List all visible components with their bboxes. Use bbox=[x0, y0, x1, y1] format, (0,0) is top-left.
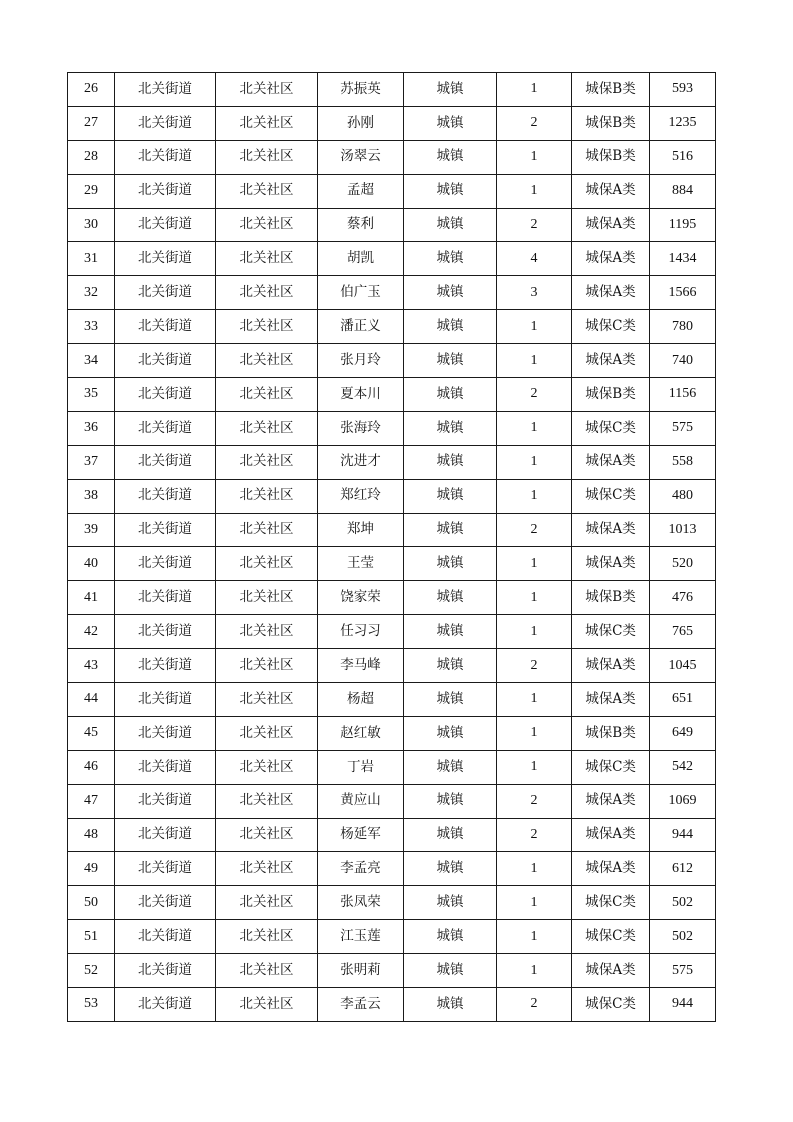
cell-person-name: 潘正义 bbox=[318, 310, 404, 344]
cell-community: 北关社区 bbox=[216, 242, 318, 276]
cell-person-name: 丁岩 bbox=[318, 750, 404, 784]
cell-area-type: 城镇 bbox=[404, 852, 497, 886]
cell-household-size: 4 bbox=[497, 242, 572, 276]
cell-community: 北关社区 bbox=[216, 276, 318, 310]
cell-area-type: 城镇 bbox=[404, 140, 497, 174]
cell-household-size: 1 bbox=[497, 920, 572, 954]
cell-amount: 612 bbox=[650, 852, 716, 886]
cell-community: 北关社区 bbox=[216, 716, 318, 750]
cell-person-name: 张明莉 bbox=[318, 954, 404, 988]
table-row bbox=[68, 547, 716, 581]
table-row bbox=[68, 242, 716, 276]
cell-community: 北关社区 bbox=[216, 310, 318, 344]
cell-person-name: 蔡利 bbox=[318, 208, 404, 242]
cell-row-number: 36 bbox=[68, 411, 115, 445]
cell-row-number: 52 bbox=[68, 954, 115, 988]
cell-community: 北关社区 bbox=[216, 479, 318, 513]
cell-area-type: 城镇 bbox=[404, 411, 497, 445]
cell-amount: 780 bbox=[650, 310, 716, 344]
table-row bbox=[68, 276, 716, 310]
cell-amount: 765 bbox=[650, 615, 716, 649]
cell-amount: 575 bbox=[650, 954, 716, 988]
cell-insurance-category: 城保B类 bbox=[572, 140, 650, 174]
cell-community: 北关社区 bbox=[216, 886, 318, 920]
cell-row-number: 50 bbox=[68, 886, 115, 920]
cell-row-number: 43 bbox=[68, 649, 115, 683]
table-row bbox=[68, 750, 716, 784]
cell-household-size: 1 bbox=[497, 411, 572, 445]
cell-community: 北关社区 bbox=[216, 615, 318, 649]
cell-person-name: 杨超 bbox=[318, 683, 404, 717]
cell-row-number: 41 bbox=[68, 581, 115, 615]
cell-row-number: 49 bbox=[68, 852, 115, 886]
cell-row-number: 35 bbox=[68, 378, 115, 412]
cell-amount: 520 bbox=[650, 547, 716, 581]
cell-street: 北关街道 bbox=[115, 106, 216, 140]
cell-community: 北关社区 bbox=[216, 581, 318, 615]
cell-street: 北关街道 bbox=[115, 615, 216, 649]
cell-area-type: 城镇 bbox=[404, 886, 497, 920]
cell-person-name: 任习习 bbox=[318, 615, 404, 649]
cell-household-size: 1 bbox=[497, 140, 572, 174]
cell-street: 北关街道 bbox=[115, 818, 216, 852]
cell-household-size: 1 bbox=[497, 750, 572, 784]
cell-area-type: 城镇 bbox=[404, 445, 497, 479]
cell-community: 北关社区 bbox=[216, 818, 318, 852]
cell-row-number: 45 bbox=[68, 716, 115, 750]
cell-insurance-category: 城保B类 bbox=[572, 378, 650, 412]
cell-person-name: 伯广玉 bbox=[318, 276, 404, 310]
cell-street: 北关街道 bbox=[115, 344, 216, 378]
cell-row-number: 32 bbox=[68, 276, 115, 310]
cell-area-type: 城镇 bbox=[404, 310, 497, 344]
cell-community: 北关社区 bbox=[216, 106, 318, 140]
cell-street: 北关街道 bbox=[115, 784, 216, 818]
table-row bbox=[68, 784, 716, 818]
cell-household-size: 1 bbox=[497, 73, 572, 107]
cell-area-type: 城镇 bbox=[404, 581, 497, 615]
cell-amount: 944 bbox=[650, 988, 716, 1022]
cell-community: 北关社区 bbox=[216, 208, 318, 242]
cell-person-name: 郑坤 bbox=[318, 513, 404, 547]
cell-person-name: 张月玲 bbox=[318, 344, 404, 378]
cell-street: 北关街道 bbox=[115, 310, 216, 344]
cell-area-type: 城镇 bbox=[404, 683, 497, 717]
cell-street: 北关街道 bbox=[115, 547, 216, 581]
cell-street: 北关街道 bbox=[115, 649, 216, 683]
cell-row-number: 47 bbox=[68, 784, 115, 818]
table-row bbox=[68, 954, 716, 988]
cell-street: 北关街道 bbox=[115, 411, 216, 445]
cell-insurance-category: 城保C类 bbox=[572, 615, 650, 649]
cell-person-name: 张海玲 bbox=[318, 411, 404, 445]
cell-amount: 1434 bbox=[650, 242, 716, 276]
cell-row-number: 31 bbox=[68, 242, 115, 276]
cell-row-number: 33 bbox=[68, 310, 115, 344]
cell-household-size: 2 bbox=[497, 513, 572, 547]
cell-row-number: 34 bbox=[68, 344, 115, 378]
cell-area-type: 城镇 bbox=[404, 73, 497, 107]
table-row bbox=[68, 174, 716, 208]
cell-insurance-category: 城保B类 bbox=[572, 73, 650, 107]
cell-household-size: 1 bbox=[497, 310, 572, 344]
cell-household-size: 1 bbox=[497, 954, 572, 988]
cell-amount: 1156 bbox=[650, 378, 716, 412]
cell-amount: 575 bbox=[650, 411, 716, 445]
cell-household-size: 1 bbox=[497, 852, 572, 886]
cell-area-type: 城镇 bbox=[404, 818, 497, 852]
cell-insurance-category: 城保A类 bbox=[572, 242, 650, 276]
cell-community: 北关社区 bbox=[216, 411, 318, 445]
cell-person-name: 胡凯 bbox=[318, 242, 404, 276]
table-row bbox=[68, 683, 716, 717]
cell-insurance-category: 城保C类 bbox=[572, 920, 650, 954]
cell-household-size: 1 bbox=[497, 683, 572, 717]
cell-insurance-category: 城保C类 bbox=[572, 886, 650, 920]
table-row bbox=[68, 106, 716, 140]
cell-community: 北关社区 bbox=[216, 140, 318, 174]
cell-insurance-category: 城保A类 bbox=[572, 954, 650, 988]
cell-insurance-category: 城保C类 bbox=[572, 310, 650, 344]
cell-person-name: 沈进才 bbox=[318, 445, 404, 479]
cell-household-size: 2 bbox=[497, 988, 572, 1022]
table-row bbox=[68, 310, 716, 344]
cell-street: 北关街道 bbox=[115, 378, 216, 412]
cell-household-size: 3 bbox=[497, 276, 572, 310]
cell-amount: 558 bbox=[650, 445, 716, 479]
cell-area-type: 城镇 bbox=[404, 174, 497, 208]
cell-person-name: 夏本川 bbox=[318, 378, 404, 412]
cell-community: 北关社区 bbox=[216, 649, 318, 683]
cell-row-number: 29 bbox=[68, 174, 115, 208]
cell-community: 北关社区 bbox=[216, 920, 318, 954]
table-row bbox=[68, 649, 716, 683]
cell-person-name: 郑红玲 bbox=[318, 479, 404, 513]
cell-community: 北关社区 bbox=[216, 344, 318, 378]
cell-area-type: 城镇 bbox=[404, 920, 497, 954]
cell-insurance-category: 城保C类 bbox=[572, 479, 650, 513]
cell-area-type: 城镇 bbox=[404, 344, 497, 378]
table-row bbox=[68, 852, 716, 886]
cell-insurance-category: 城保A类 bbox=[572, 852, 650, 886]
table-row bbox=[68, 920, 716, 954]
cell-amount: 1069 bbox=[650, 784, 716, 818]
cell-community: 北关社区 bbox=[216, 750, 318, 784]
cell-community: 北关社区 bbox=[216, 954, 318, 988]
cell-community: 北关社区 bbox=[216, 73, 318, 107]
cell-amount: 944 bbox=[650, 818, 716, 852]
cell-amount: 480 bbox=[650, 479, 716, 513]
cell-row-number: 42 bbox=[68, 615, 115, 649]
cell-community: 北关社区 bbox=[216, 683, 318, 717]
cell-area-type: 城镇 bbox=[404, 547, 497, 581]
table-row bbox=[68, 73, 716, 107]
cell-amount: 542 bbox=[650, 750, 716, 784]
cell-amount: 502 bbox=[650, 886, 716, 920]
cell-row-number: 44 bbox=[68, 683, 115, 717]
cell-insurance-category: 城保B类 bbox=[572, 106, 650, 140]
cell-amount: 593 bbox=[650, 73, 716, 107]
table-row bbox=[68, 581, 716, 615]
cell-person-name: 汤翠云 bbox=[318, 140, 404, 174]
cell-person-name: 李孟亮 bbox=[318, 852, 404, 886]
table-row bbox=[68, 411, 716, 445]
cell-household-size: 2 bbox=[497, 106, 572, 140]
cell-insurance-category: 城保B类 bbox=[572, 716, 650, 750]
cell-area-type: 城镇 bbox=[404, 513, 497, 547]
table-row bbox=[68, 344, 716, 378]
cell-community: 北关社区 bbox=[216, 513, 318, 547]
cell-amount: 740 bbox=[650, 344, 716, 378]
cell-person-name: 孟超 bbox=[318, 174, 404, 208]
cell-street: 北关街道 bbox=[115, 954, 216, 988]
cell-area-type: 城镇 bbox=[404, 649, 497, 683]
cell-area-type: 城镇 bbox=[404, 378, 497, 412]
cell-area-type: 城镇 bbox=[404, 716, 497, 750]
cell-community: 北关社区 bbox=[216, 445, 318, 479]
cell-person-name: 赵红敏 bbox=[318, 716, 404, 750]
table-row bbox=[68, 479, 716, 513]
cell-row-number: 37 bbox=[68, 445, 115, 479]
table-row bbox=[68, 513, 716, 547]
cell-insurance-category: 城保A类 bbox=[572, 344, 650, 378]
cell-insurance-category: 城保C类 bbox=[572, 411, 650, 445]
table-body bbox=[68, 73, 716, 1022]
table-row bbox=[68, 615, 716, 649]
cell-street: 北关街道 bbox=[115, 276, 216, 310]
cell-amount: 1013 bbox=[650, 513, 716, 547]
cell-street: 北关街道 bbox=[115, 988, 216, 1022]
cell-amount: 1195 bbox=[650, 208, 716, 242]
cell-area-type: 城镇 bbox=[404, 242, 497, 276]
cell-street: 北关街道 bbox=[115, 920, 216, 954]
cell-community: 北关社区 bbox=[216, 547, 318, 581]
cell-household-size: 1 bbox=[497, 174, 572, 208]
cell-household-size: 1 bbox=[497, 615, 572, 649]
cell-amount: 651 bbox=[650, 683, 716, 717]
cell-household-size: 2 bbox=[497, 649, 572, 683]
cell-household-size: 2 bbox=[497, 784, 572, 818]
table-row bbox=[68, 378, 716, 412]
cell-household-size: 1 bbox=[497, 581, 572, 615]
cell-insurance-category: 城保A类 bbox=[572, 208, 650, 242]
cell-row-number: 51 bbox=[68, 920, 115, 954]
cell-street: 北关街道 bbox=[115, 852, 216, 886]
cell-area-type: 城镇 bbox=[404, 276, 497, 310]
cell-household-size: 2 bbox=[497, 818, 572, 852]
cell-row-number: 53 bbox=[68, 988, 115, 1022]
cell-row-number: 40 bbox=[68, 547, 115, 581]
cell-row-number: 30 bbox=[68, 208, 115, 242]
cell-person-name: 黄应山 bbox=[318, 784, 404, 818]
cell-amount: 1045 bbox=[650, 649, 716, 683]
cell-person-name: 李马峰 bbox=[318, 649, 404, 683]
cell-row-number: 38 bbox=[68, 479, 115, 513]
cell-person-name: 苏振英 bbox=[318, 73, 404, 107]
cell-amount: 649 bbox=[650, 716, 716, 750]
cell-street: 北关街道 bbox=[115, 174, 216, 208]
cell-community: 北关社区 bbox=[216, 784, 318, 818]
cell-street: 北关街道 bbox=[115, 445, 216, 479]
cell-row-number: 48 bbox=[68, 818, 115, 852]
cell-person-name: 张凤荣 bbox=[318, 886, 404, 920]
cell-household-size: 2 bbox=[497, 378, 572, 412]
table-row bbox=[68, 988, 716, 1022]
cell-area-type: 城镇 bbox=[404, 750, 497, 784]
cell-street: 北关街道 bbox=[115, 886, 216, 920]
cell-person-name: 饶家荣 bbox=[318, 581, 404, 615]
beneficiary-table bbox=[67, 72, 716, 1022]
cell-amount: 502 bbox=[650, 920, 716, 954]
cell-row-number: 46 bbox=[68, 750, 115, 784]
cell-street: 北关街道 bbox=[115, 140, 216, 174]
cell-area-type: 城镇 bbox=[404, 988, 497, 1022]
cell-area-type: 城镇 bbox=[404, 784, 497, 818]
cell-amount: 516 bbox=[650, 140, 716, 174]
cell-area-type: 城镇 bbox=[404, 479, 497, 513]
cell-insurance-category: 城保A类 bbox=[572, 174, 650, 208]
cell-insurance-category: 城保A类 bbox=[572, 784, 650, 818]
cell-street: 北关街道 bbox=[115, 73, 216, 107]
cell-person-name: 杨延军 bbox=[318, 818, 404, 852]
cell-person-name: 李孟云 bbox=[318, 988, 404, 1022]
cell-household-size: 1 bbox=[497, 716, 572, 750]
cell-insurance-category: 城保A类 bbox=[572, 649, 650, 683]
cell-household-size: 1 bbox=[497, 344, 572, 378]
cell-street: 北关街道 bbox=[115, 716, 216, 750]
cell-household-size: 1 bbox=[497, 886, 572, 920]
cell-street: 北关街道 bbox=[115, 750, 216, 784]
cell-insurance-category: 城保C类 bbox=[572, 750, 650, 784]
cell-community: 北关社区 bbox=[216, 988, 318, 1022]
table-row bbox=[68, 140, 716, 174]
cell-person-name: 江玉莲 bbox=[318, 920, 404, 954]
cell-area-type: 城镇 bbox=[404, 208, 497, 242]
cell-street: 北关街道 bbox=[115, 242, 216, 276]
cell-insurance-category: 城保C类 bbox=[572, 988, 650, 1022]
cell-person-name: 孙刚 bbox=[318, 106, 404, 140]
cell-insurance-category: 城保A类 bbox=[572, 276, 650, 310]
cell-household-size: 1 bbox=[497, 547, 572, 581]
cell-street: 北关街道 bbox=[115, 479, 216, 513]
cell-area-type: 城镇 bbox=[404, 954, 497, 988]
cell-amount: 884 bbox=[650, 174, 716, 208]
cell-amount: 1566 bbox=[650, 276, 716, 310]
cell-insurance-category: 城保A类 bbox=[572, 513, 650, 547]
cell-amount: 476 bbox=[650, 581, 716, 615]
cell-row-number: 26 bbox=[68, 73, 115, 107]
cell-insurance-category: 城保B类 bbox=[572, 581, 650, 615]
table-row bbox=[68, 716, 716, 750]
cell-community: 北关社区 bbox=[216, 852, 318, 886]
cell-community: 北关社区 bbox=[216, 174, 318, 208]
cell-household-size: 1 bbox=[497, 479, 572, 513]
cell-insurance-category: 城保A类 bbox=[572, 547, 650, 581]
cell-amount: 1235 bbox=[650, 106, 716, 140]
cell-street: 北关街道 bbox=[115, 581, 216, 615]
cell-row-number: 39 bbox=[68, 513, 115, 547]
cell-area-type: 城镇 bbox=[404, 615, 497, 649]
cell-community: 北关社区 bbox=[216, 378, 318, 412]
cell-street: 北关街道 bbox=[115, 683, 216, 717]
cell-person-name: 王莹 bbox=[318, 547, 404, 581]
table-row bbox=[68, 818, 716, 852]
table-row bbox=[68, 886, 716, 920]
cell-insurance-category: 城保A类 bbox=[572, 683, 650, 717]
cell-street: 北关街道 bbox=[115, 208, 216, 242]
cell-household-size: 1 bbox=[497, 445, 572, 479]
cell-household-size: 2 bbox=[497, 208, 572, 242]
cell-street: 北关街道 bbox=[115, 513, 216, 547]
table-row bbox=[68, 208, 716, 242]
cell-row-number: 28 bbox=[68, 140, 115, 174]
cell-area-type: 城镇 bbox=[404, 106, 497, 140]
cell-insurance-category: 城保A类 bbox=[572, 818, 650, 852]
cell-insurance-category: 城保A类 bbox=[572, 445, 650, 479]
table-row bbox=[68, 445, 716, 479]
cell-row-number: 27 bbox=[68, 106, 115, 140]
